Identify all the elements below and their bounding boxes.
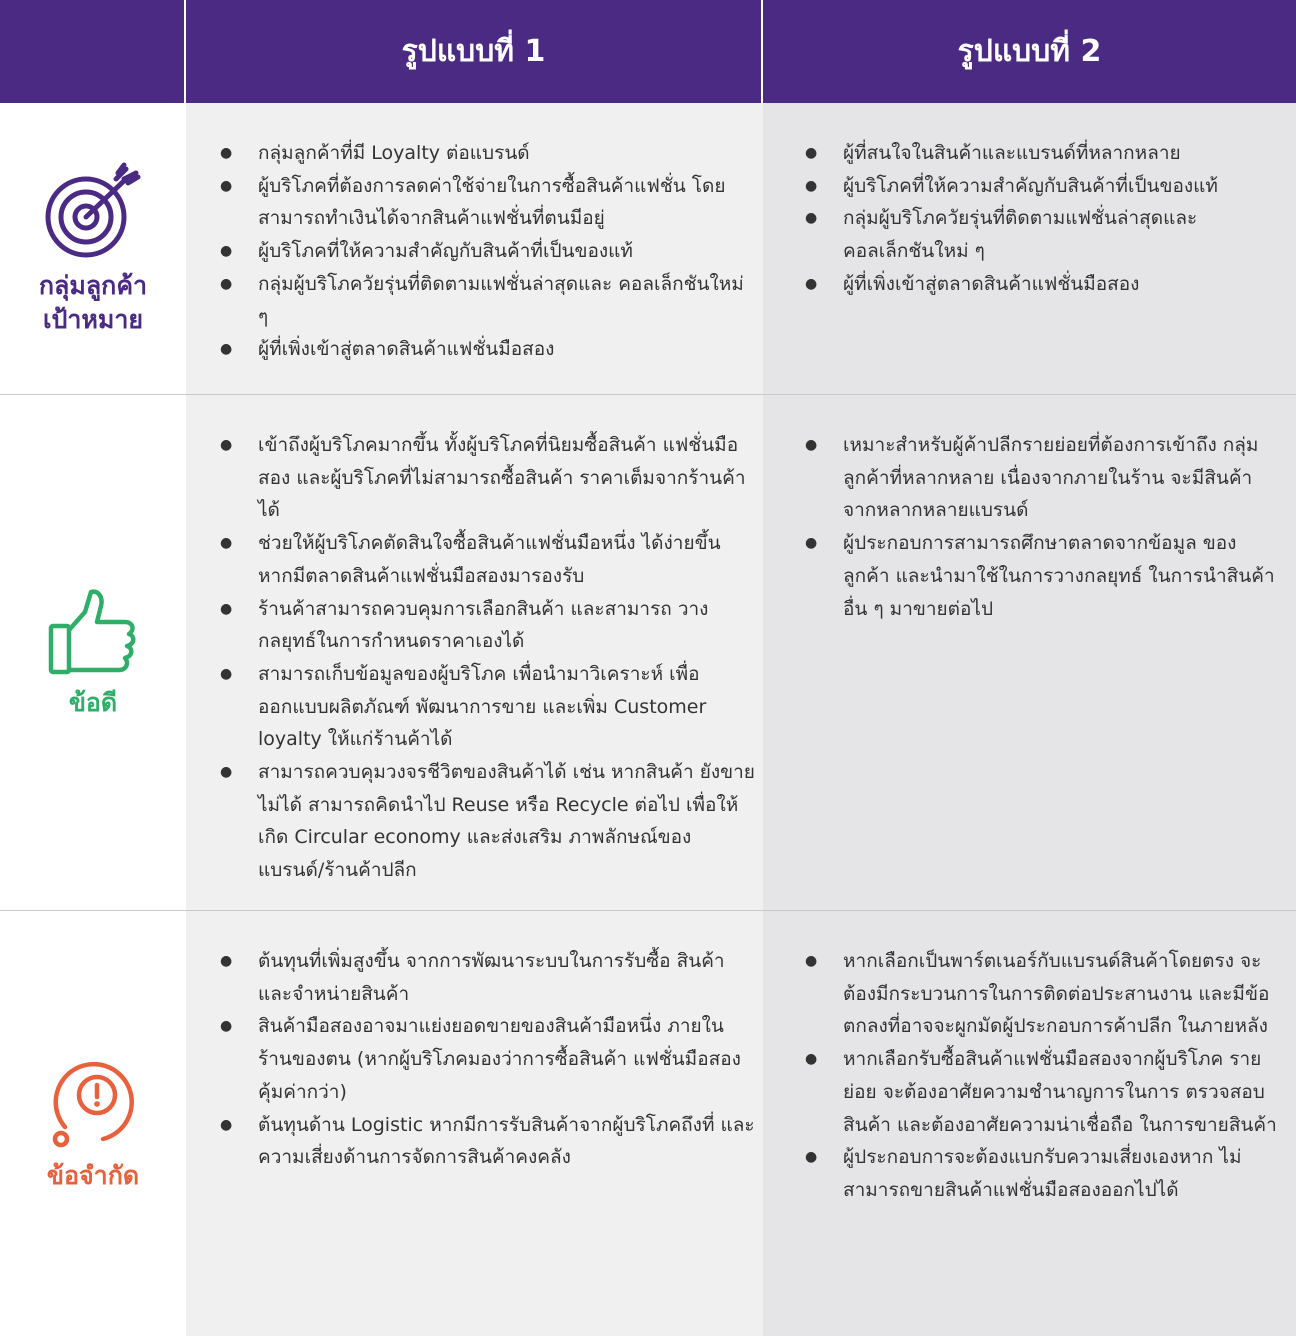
list-item: ● ผู้ที่เพิ่งเข้าสู่ตลาดสินค้าแฟชั่นมือสอง (801, 268, 1282, 301)
header-model-1 (186, 0, 763, 103)
header-model-1-title: รูปแบบที่ 1 (401, 34, 546, 69)
cell-target-model-2 (763, 103, 1296, 395)
row-label-target (0, 103, 186, 395)
list-item: ● ผู้บริโภคที่ให้ความสำคัญกับสินค้าที่เป็นของแท้ (216, 235, 755, 268)
list-item: ● หากเลือกเป็นพาร์ตเนอร์กับแบรนด์สินค้าโดยตรง จะต้องมีกระบวนการในการติดต่อประสานงาน และมีข้อตกลงที่อาจจะผูกมัดผู้ประกอบการค้าปลีก ในภายหลัง (801, 945, 1282, 1043)
row-label-target-line1: กลุ่มลูกค้า (38, 270, 148, 300)
list-item: ● ช่วยให้ผู้บริโภคตัดสินใจซื้อสินค้าแฟชั่นมือหนึ่ง ได้ง่ายขึ้นหากมีตลาดสินค้าแฟชั่นมือสองมารองรับ (216, 527, 755, 592)
list-item: ● ผู้ที่สนใจในสินค้าและแบรนด์ที่หลากหลาย (801, 137, 1282, 170)
header-model-2-title: รูปแบบที่ 2 (957, 34, 1102, 69)
list-item: ● กลุ่มลูกค้าที่มี Loyalty ต่อแบรนด์ (216, 137, 755, 170)
cell-cons-model-1 (186, 911, 763, 1336)
cell-target-model-1 (186, 103, 763, 395)
list-item: ● ต้นทุนด้าน Logistic หากมีการรับสินค้าจากผู้บริโภคถึงที่ และความเสี่ยงด้านการจัดการสินค้าคงคลัง (216, 1109, 755, 1174)
row-label-cons-text: ข้อจำกัด (46, 1160, 140, 1190)
list-item: ● สามารถควบคุมวงจรชีวิตของสินค้าได้ เช่น หากสินค้า ยังขายไม่ได้ สามารถคิดนำไป Reuse หรือ Recycle ต่อไป เพื่อให้เกิด Circular economy และส่งเสริม ภาพลักษณ์ของแบรนด์/ร้านค้าปลีก (216, 756, 755, 887)
list-item: ● ผู้ประกอบการสามารถศึกษาตลาดจากข้อมูล ของลูกค้า และนำมาใช้ในการวางกลยุทธ์ ในการนำสินค้าอื่น ๆ มาขายต่อไป (801, 527, 1282, 625)
target-arrow-icon (38, 161, 148, 261)
list-item: ● สินค้ามือสองอาจมาแย่งยอดขายของสินค้ามือหนึ่ง ภายในร้านของตน (หากผู้บริโภคมองว่าการซื้อสินค้า แฟชั่นมือสองคุ้มค่ากว่า) (216, 1010, 755, 1108)
row-label-pros (0, 395, 186, 911)
row-label-pros-text: ข้อดี (68, 687, 118, 717)
list-item: ● ผู้ประกอบการจะต้องแบกรับความเสี่ยงเองหาก ไม่สามารถขายสินค้าแฟชั่นมือสองออกไปได้ (801, 1141, 1282, 1206)
list-item: ● ผู้บริโภคที่ต้องการลดค่าใช้จ่ายในการซื้อสินค้าแฟชั่น โดยสามารถทำเงินได้จากสินค้าแฟชั่นที่ตนมีอยู่ (216, 170, 755, 235)
cell-pros-model-2 (763, 395, 1296, 911)
cell-cons-model-2 (763, 911, 1296, 1336)
list-item: ● สามารถเก็บข้อมูลของผู้บริโภค เพื่อนำมาวิเคราะห์ เพื่อออกแบบผลิตภัณฑ์ พัฒนาการขาย และเพิ่ม Customer loyalty ให้แก่ร้านค้าได้ (216, 658, 755, 756)
thumbs-up-icon (45, 586, 141, 678)
list-item: ● เข้าถึงผู้บริโภคมากขึ้น ทั้งผู้บริโภคที่นิยมซื้อสินค้า แฟชั่นมือสอง และผู้บริโภคที่ไม่สามารถซื้อสินค้า ราคาเต็มจากร้านค้าได้ (216, 429, 755, 527)
list-item: ● หากเลือกรับซื้อสินค้าแฟชั่นมือสองจากผู้บริโภค รายย่อย จะต้องอาศัยความชำนาญการในการ ตรวจสอบสินค้า และต้องอาศัยความน่าเชื่อถือ ในการขายสินค้า (801, 1043, 1282, 1141)
list-item: ● ต้นทุนที่เพิ่มสูงขึ้น จากการพัฒนาระบบในการรับซื้อ สินค้า และจำหน่ายสินค้า (216, 945, 755, 1010)
cell-pros-model-1 (186, 395, 763, 911)
list-item: ● ผู้ที่เพิ่งเข้าสู่ตลาดสินค้าแฟชั่นมือสอง (216, 333, 755, 366)
list-item: ● ผู้บริโภคที่ให้ความสำคัญกับสินค้าที่เป็นของแท้ (801, 170, 1282, 203)
list-item: ● กลุ่มผู้บริโภควัยรุ่นที่ติดตามแฟชั่นล่าสุดและ คอลเล็กชันใหม่ ๆ (216, 268, 755, 333)
row-label-target-line2: เป้าหมาย (42, 304, 144, 334)
header-corner (0, 0, 186, 103)
list-item: ● เหมาะสำหรับผู้ค้าปลีกรายย่อยที่ต้องการเข้าถึง กลุ่มลูกค้าที่หลากหลาย เนื่องจากภายในร้าน จะมีสินค้าจากหลากหลายแบรนด์ (801, 429, 1282, 527)
list-item: ● กลุ่มผู้บริโภควัยรุ่นที่ติดตามแฟชั่นล่าสุดและ คอลเล็กชันใหม่ ๆ (801, 202, 1282, 267)
list-item: ● ร้านค้าสามารถควบคุมการเลือกสินค้า และสามารถ วางกลยุทธ์ในการกำหนดราคาเองได้ (216, 593, 755, 658)
row-label-cons (0, 911, 186, 1336)
header-model-2 (763, 0, 1296, 103)
warning-icon (43, 1055, 143, 1151)
